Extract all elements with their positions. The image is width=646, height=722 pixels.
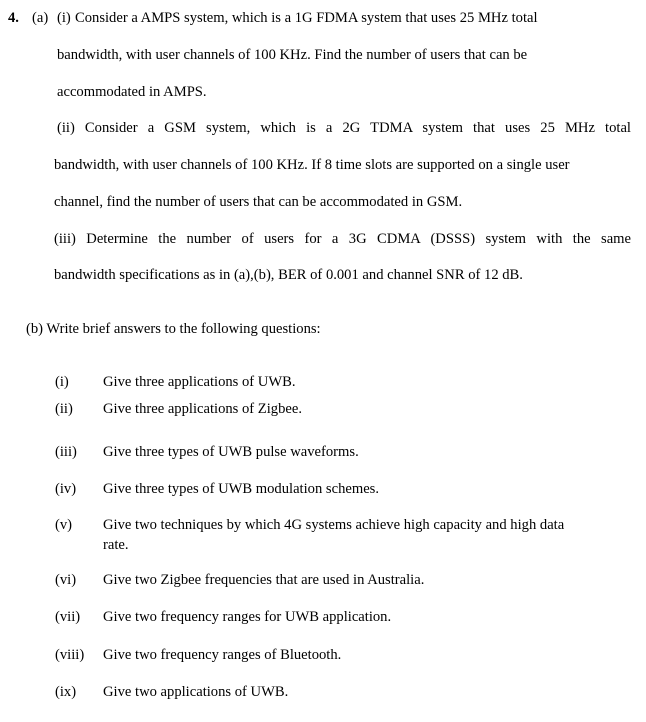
part-b-item-text: Give three types of UWB modulation schemes.: [103, 481, 379, 497]
part-b-item-text: Give two frequency ranges of Bluetooth.: [103, 647, 342, 663]
part-b-item-num: (i): [55, 374, 69, 390]
part-a-ii-line-1: (ii) Consider a GSM system, which is a 2G TDMA system that uses 25 MHz total: [57, 120, 631, 136]
question-number: 4.: [8, 10, 19, 26]
part-b-item-text: Give three types of UWB pulse waveforms.: [103, 444, 359, 460]
part-b-item-text: Give three applications of Zigbee.: [103, 401, 302, 417]
part-b-item-text-continued: rate.: [103, 537, 129, 553]
part-b-item-num: (ii): [55, 401, 73, 417]
part-a-i-line-1: Consider a AMPS system, which is a 1G FDMA system that uses 25 MHz total: [75, 10, 538, 26]
part-a-iii-line-1: (iii) Determine the number of users for a 3G CDMA (DSSS) system with the same: [54, 231, 631, 247]
part-a-ii-line-3: channel, find the number of users that can be accommodated in GSM.: [54, 194, 463, 210]
part-b-item-num: (ix): [55, 684, 77, 700]
part-b-item-num: (iii): [55, 444, 77, 460]
part-a-iii-line-2: bandwidth specifications as in (a),(b), BER of 0.001 and channel SNR of 12 dB.: [54, 267, 523, 283]
part-a-i-line-2: bandwidth, with user channels of 100 KHz. Find the number of users that can be: [57, 47, 528, 63]
part-b-item-text: Give two Zigbee frequencies that are used in Australia.: [103, 572, 425, 588]
part-b-item-num: (iv): [55, 481, 77, 497]
part-b-item-num: (v): [55, 517, 73, 533]
part-b-item-text: Give two applications of UWB.: [103, 684, 289, 700]
part-b-item-num: (vii): [55, 609, 81, 625]
part-b-item-num: (vi): [55, 572, 77, 588]
part-b-item-num: (viii): [55, 647, 85, 663]
part-b-heading: (b) Write brief answers to the following questions:: [26, 321, 321, 337]
part-a-ii-line-2: bandwidth, with user channels of 100 KHz. If 8 time slots are supported on a single user: [54, 157, 570, 173]
part-b-item-text: Give two frequency ranges for UWB application.: [103, 609, 392, 625]
part-b-item-text: Give two techniques by which 4G systems achieve high capacity and high data: [103, 517, 565, 533]
part-a-label: (a): [32, 10, 49, 26]
part-a-i-label: (i): [57, 10, 71, 26]
part-a-i-line-3: accommodated in AMPS.: [57, 84, 207, 100]
part-b-item-text: Give three applications of UWB.: [103, 374, 296, 390]
